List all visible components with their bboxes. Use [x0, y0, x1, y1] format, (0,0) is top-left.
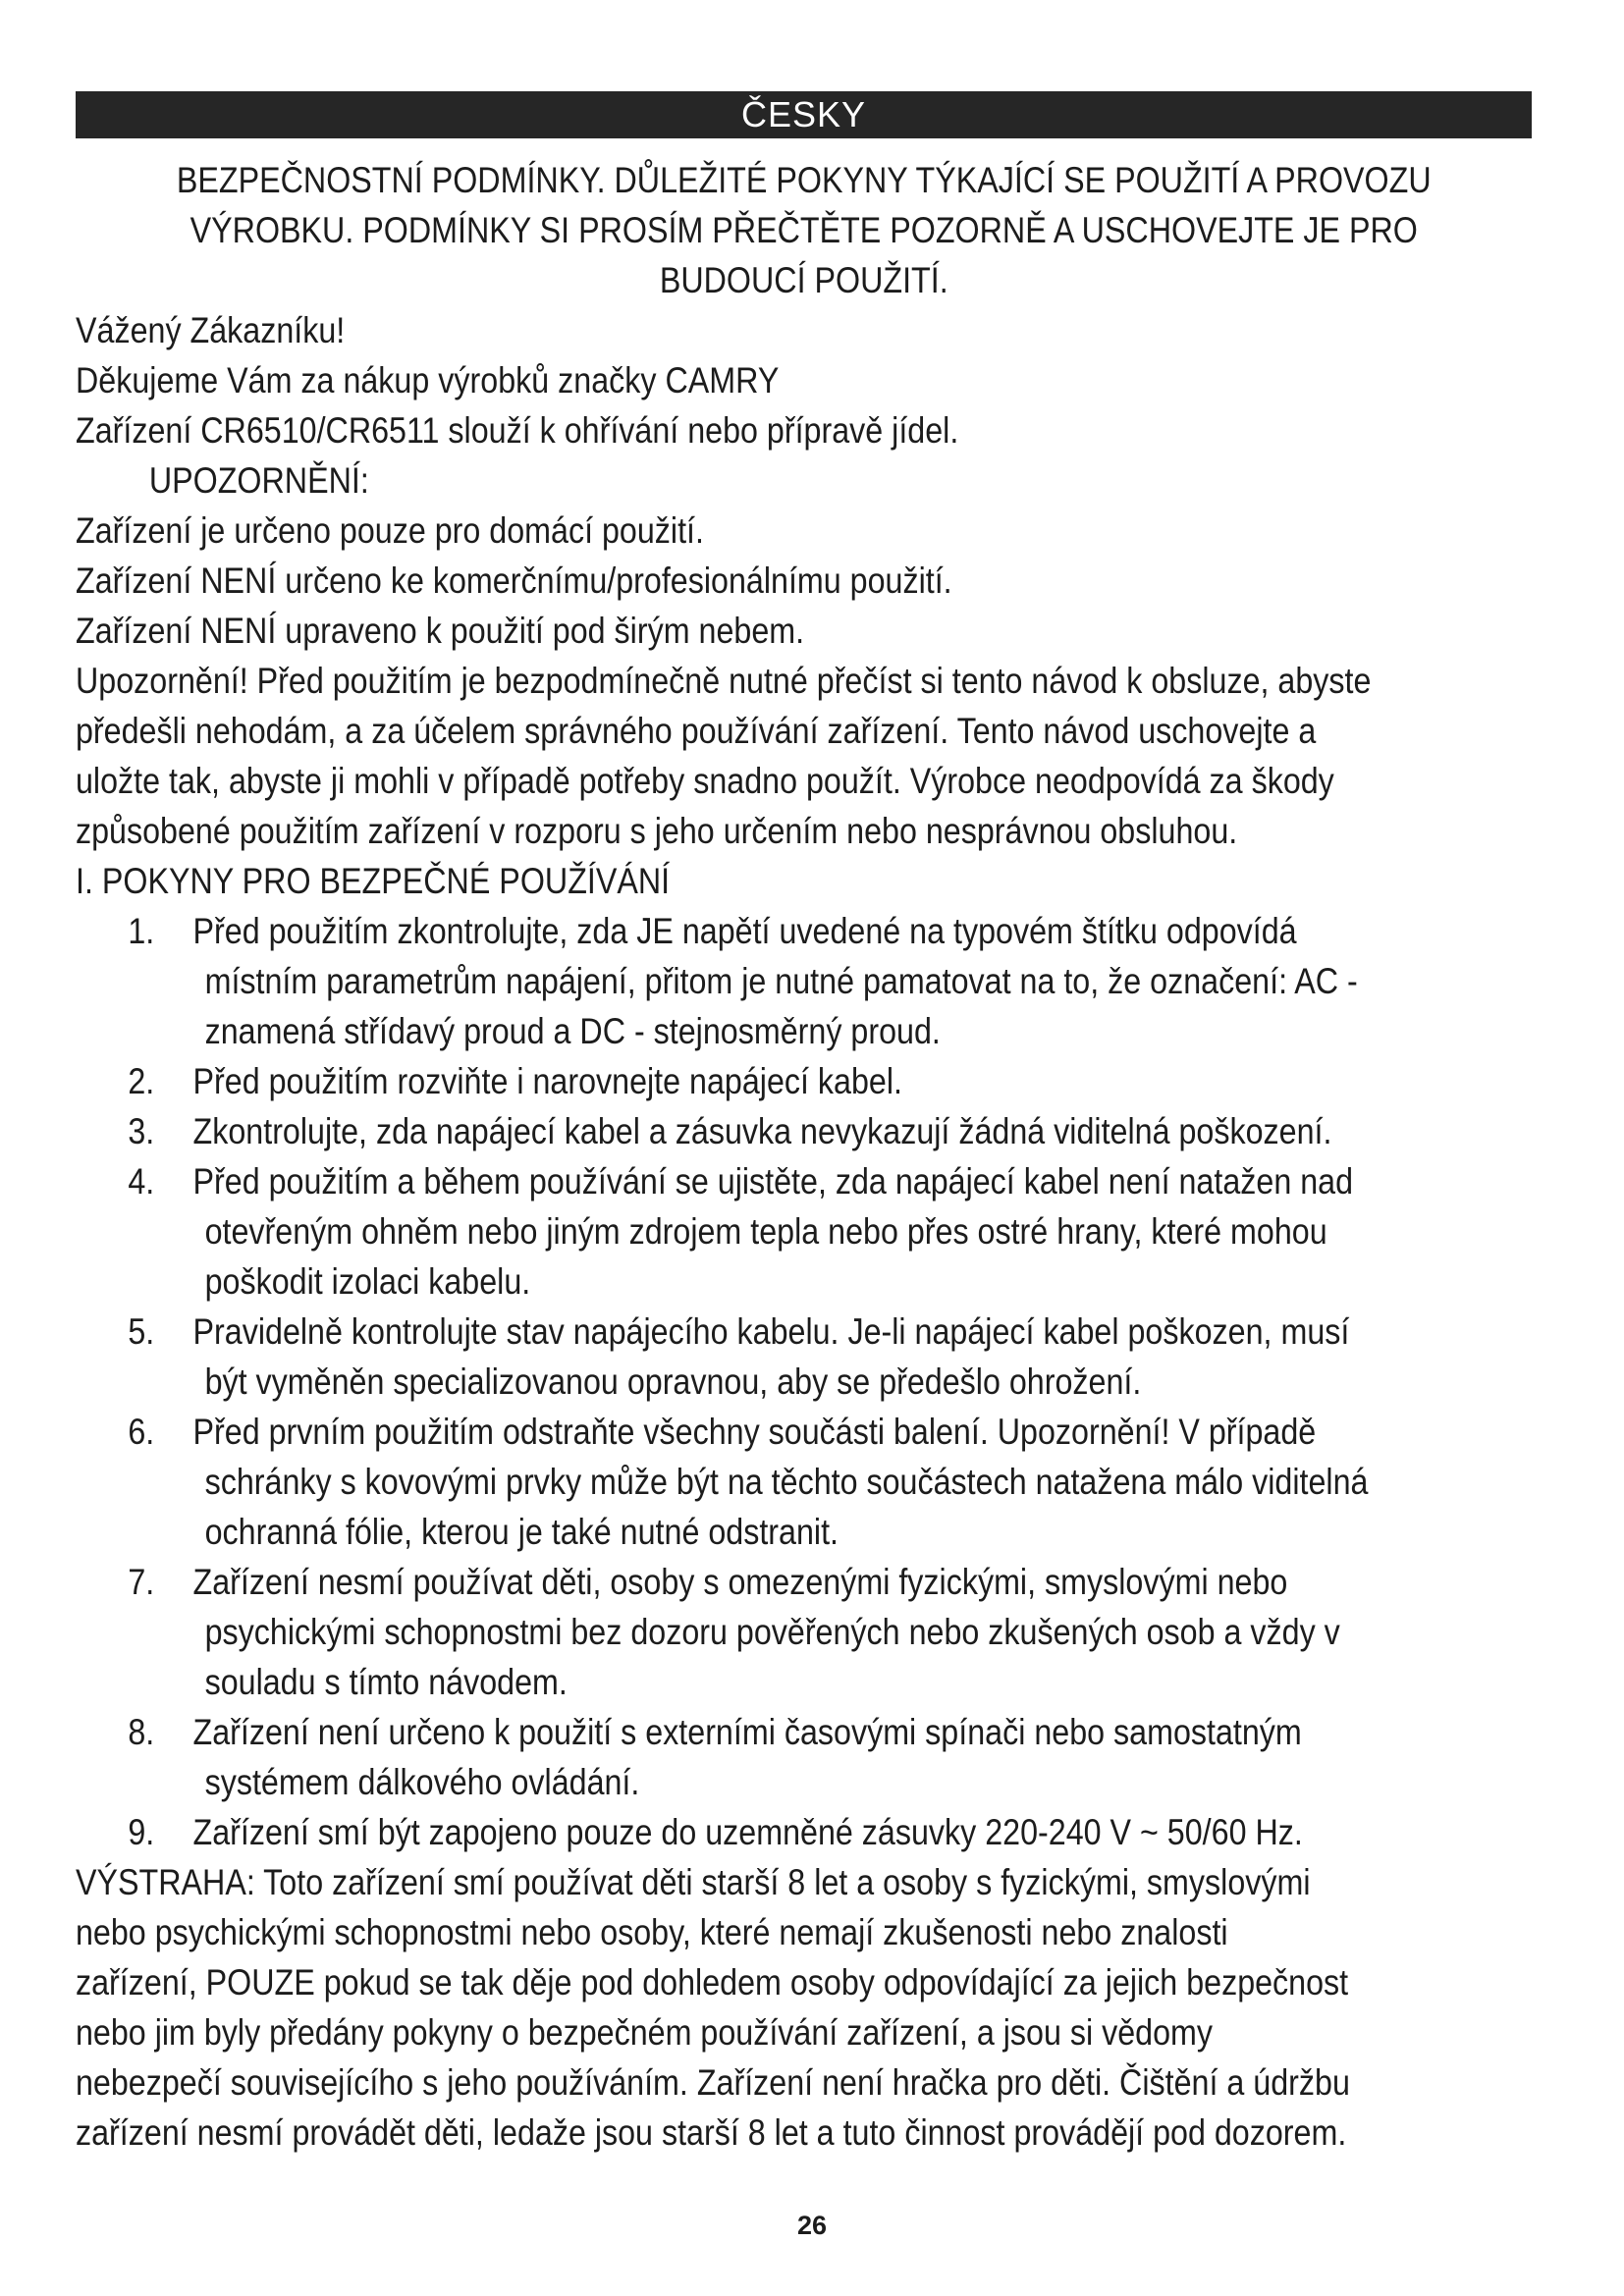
safety-instructions-list: [76, 906, 1558, 1857]
title-line: BEZPEČNOSTNÍ PODMÍNKY. DŮLEŽITÉ POKYNY TÝKAJÍCÍ SE POUŽITÍ A PROVOZU: [176, 159, 1432, 200]
item-line: Zařízení nesmí používat děti, osoby s omezenými fyzickými, smyslovými nebo: [192, 1561, 1288, 1602]
purpose-text: Zařízení CR6510/CR6511 slouží k ohřívání nebo přípravě jídel.: [76, 409, 959, 451]
item-line: Před prvním použitím odstraňte všechny součásti balení. Upozornění! V případě: [192, 1411, 1317, 1452]
list-item: [76, 1707, 1558, 1807]
page-content: [76, 155, 1558, 2158]
item-number: 8.: [128, 1711, 155, 1752]
item-line: Zařízení smí být zapojeno pouze do uzemněné zásuvky 220-240 V ~ 50/60 Hz.: [192, 1811, 1303, 1852]
list-item: [76, 1307, 1558, 1407]
notice-line: uložte tak, abyste ji mohli v případě potřeby snadno použít. Výrobce neodpovídá za škody: [76, 760, 1334, 801]
notice-line: způsobené použitím zařízení v rozporu s jeho určením nebo nesprávnou obsluhou.: [76, 810, 1238, 851]
thanks-text: Děkujeme Vám za nákup výrobků značky CAMRY: [76, 359, 780, 400]
item-line: znamená střídavý proud a DC - stejnosměrný proud.: [204, 1010, 941, 1051]
title-line: BUDOUCÍ POUŽITÍ.: [659, 259, 948, 300]
item-line: Před použitím zkontrolujte, zda JE napětí uvedené na typovém štítku odpovídá: [192, 910, 1297, 951]
warning-line: nebo psychickými schopnostmi nebo osoby, které nemají zkušenosti nebo znalosti: [76, 1911, 1228, 1952]
warning-line: nebo jim byly předány pokyny o bezpečném používání zařízení, a jsou si vědomy: [76, 2011, 1214, 2053]
list-item: [76, 1056, 1558, 1106]
item-number: 6.: [128, 1411, 155, 1452]
warning-line: nebezpečí souvisejícího s jeho používáním. Zařízení není hračka pro děti. Čištění a údržbu: [76, 2061, 1350, 2103]
list-item: [76, 1807, 1558, 1857]
item-line: ochranná fólie, kterou je také nutné odstranit.: [204, 1511, 839, 1552]
item-line: systémem dálkového ovládání.: [204, 1761, 640, 1802]
safety-title: [76, 155, 1533, 305]
notice-line: předešli nehodám, a za účelem správného používání zařízení. Tento návod uschovejte a: [76, 710, 1317, 751]
item-line: schránky s kovovými prvky může být na těchto součástech natažena málo viditelná: [204, 1461, 1369, 1502]
not-outdoor-text: Zařízení NENÍ upraveno k použití pod širým nebem.: [76, 610, 805, 651]
item-line: Zkontrolujte, zda napájecí kabel a zásuvka nevykazují žádná viditelná poškození.: [192, 1110, 1332, 1151]
item-line: poškodit izolaci kabelu.: [204, 1260, 531, 1302]
page-number: 26: [796, 2211, 828, 2240]
list-item: [76, 906, 1558, 1056]
item-number: 2.: [128, 1060, 155, 1101]
item-number: 5.: [128, 1310, 155, 1352]
item-number: 3.: [128, 1110, 155, 1151]
greeting: Vážený Zákazníku!: [76, 309, 346, 350]
notice-paragraph: [76, 656, 1558, 856]
notice-line: Upozornění! Před použitím je bezpodmínečně nutné přečíst si tento návod k obsluze, abyste: [76, 660, 1372, 701]
item-line: souladu s tímto návodem.: [204, 1661, 568, 1702]
section-title: I. POKYNY PRO BEZPEČNÉ POUŽÍVÁNÍ: [76, 860, 671, 901]
item-line: Před použitím rozviňte i narovnejte napájecí kabel.: [192, 1060, 902, 1101]
title-line: VÝROBKU. PODMÍNKY SI PROSÍM PŘEČTĚTE POZORNĚ A USCHOVEJTE JE PRO: [189, 209, 1418, 250]
warning-line: zařízení, POUZE pokud se tak děje pod dohledem osoby odpovídající za jejich bezpečnost: [76, 1961, 1349, 2002]
item-line: psychickými schopnostmi bez dozoru pověřených nebo zkušených osob a vždy v: [204, 1611, 1340, 1652]
item-line: otevřeným ohněm nebo jiným zdrojem tepla nebo přes ostré hrany, které mohou: [204, 1210, 1327, 1252]
list-item: [76, 1557, 1558, 1707]
list-item: [76, 1407, 1558, 1557]
item-number: 1.: [128, 910, 155, 951]
language-header-bar: ČESKY: [76, 91, 1532, 138]
item-line: Pravidelně kontrolujte stav napájecího kabelu. Je-li napájecí kabel poškozen, musí: [192, 1310, 1350, 1352]
item-number: 4.: [128, 1160, 155, 1201]
list-item: [76, 1106, 1558, 1156]
warning-label: UPOZORNĚNÍ:: [148, 459, 369, 501]
item-line: být vyměněn specializovanou opravnou, aby se předešlo ohrožení.: [204, 1361, 1142, 1402]
warning-line: zařízení nesmí provádět děti, ledaže jsou starší 8 let a tuto činnost provádějí pod dozorem.: [76, 2111, 1347, 2153]
not-commercial-text: Zařízení NENÍ určeno ke komerčnímu/profesionálnímu použití.: [76, 560, 952, 601]
warning-paragraph: [76, 1857, 1558, 2158]
list-item: [76, 1156, 1558, 1307]
item-line: Před použitím a během používání se ujistěte, zda napájecí kabel není natažen nad: [192, 1160, 1354, 1201]
home-use-text: Zařízení je určeno pouze pro domácí použití.: [76, 509, 704, 551]
item-line: Zařízení není určeno k použití s externími časovými spínači nebo samostatným: [192, 1711, 1302, 1752]
item-line: místním parametrům napájení, přitom je nutné pamatovat na to, že označení: AC -: [204, 960, 1358, 1001]
warning-line: VÝSTRAHA: Toto zařízení smí používat děti starší 8 let a osoby s fyzickými, smyslovými: [76, 1861, 1311, 1902]
item-number: 9.: [128, 1811, 155, 1852]
item-number: 7.: [128, 1561, 155, 1602]
